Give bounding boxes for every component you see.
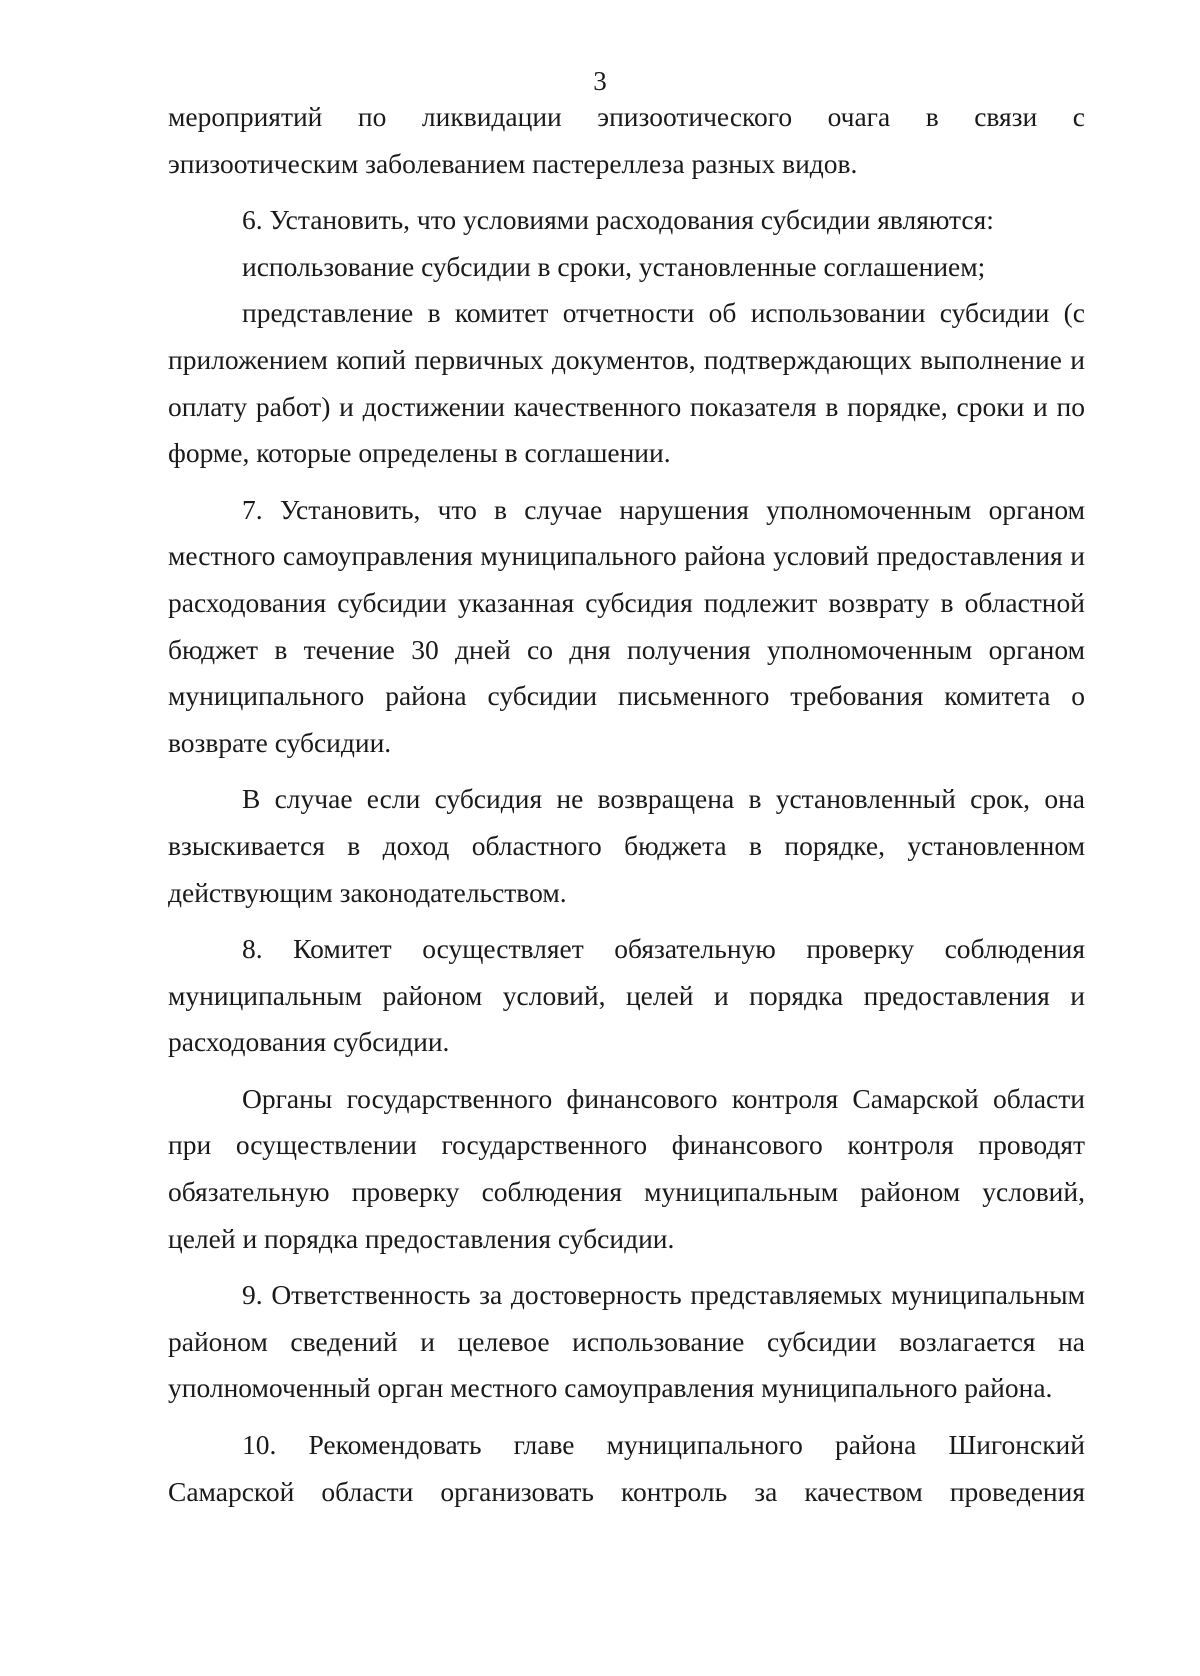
- paragraph-9-start: 9. Ответственность за достоверность представляемых муниципальным: [242, 1279, 1085, 1311]
- text-line: районом сведений и целевое использование субсидии возлагается на: [168, 1325, 1085, 1357]
- paragraph-8-start: 8. Комитет осуществляет обязательную проверку соблюдения: [242, 933, 1085, 965]
- text-line: муниципальным районом условий, целей и порядка предоставления и: [168, 979, 1085, 1011]
- text-line: расходования субсидии указанная субсидия подлежит возврату в областной: [168, 586, 1085, 618]
- paragraph-refund-start: В случае если субсидия не возвращена в установленный срок, она: [242, 783, 1085, 815]
- paragraph-7-start: 7. Установить, что в случае нарушения уполномоченным органом: [242, 493, 1085, 525]
- paragraph-control-start: Органы государственного финансового контроля Самарской области: [242, 1082, 1085, 1114]
- text-line: эпизоотическим заболеванием пастереллеза разных видов.: [168, 147, 858, 179]
- text-line: при осуществлении государственного финансового контроля проводят: [168, 1129, 1085, 1161]
- text-line: местного самоуправления муниципального района условий предоставления и: [168, 540, 1085, 572]
- text-line: расходования субсидии.: [168, 1026, 450, 1058]
- text-line: действующим законодательством.: [168, 876, 567, 908]
- text-line: приложением копий первичных документов, подтверждающих выполнение и: [168, 343, 1085, 375]
- text-line: форме, которые определены в соглашении.: [168, 437, 671, 469]
- text-line: представление в комитет отчетности об использовании субсидии (с: [242, 297, 1085, 329]
- page-number: 3: [593, 66, 607, 96]
- text-line: Самарской области организовать контроль за качеством проведения: [168, 1475, 1085, 1507]
- text-line: целей и порядка предоставления субсидии.: [168, 1222, 675, 1254]
- text-line: взыскивается в доход областного бюджета в порядке, установленном: [168, 829, 1085, 861]
- paragraph-10-start: 10. Рекомендовать главе муниципального района Шигонский: [242, 1429, 1085, 1461]
- text-line: использование субсидии в сроки, установленные соглашением;: [242, 250, 986, 282]
- document-body: [168, 94, 1085, 1515]
- text-line: уполномоченный орган местного самоуправления муниципального района.: [168, 1372, 1053, 1404]
- text-line: мероприятий по ликвидации эпизоотического очага в связи с: [168, 101, 1085, 132]
- text-line: муниципального района субсидии письменного требования комитета о: [168, 680, 1085, 712]
- text-line: обязательную проверку соблюдения муниципальным районом условий,: [168, 1176, 1085, 1208]
- text-line: бюджет в течение 30 дней со дня получения уполномоченным органом: [168, 633, 1085, 665]
- paragraph-6-start: 6. Установить, что условиями расходования субсидии являются:: [242, 204, 994, 236]
- text-line: возврате субсидии.: [168, 726, 392, 758]
- text-line: оплату работ) и достижении качественного показателя в порядке, сроки и по: [168, 390, 1085, 422]
